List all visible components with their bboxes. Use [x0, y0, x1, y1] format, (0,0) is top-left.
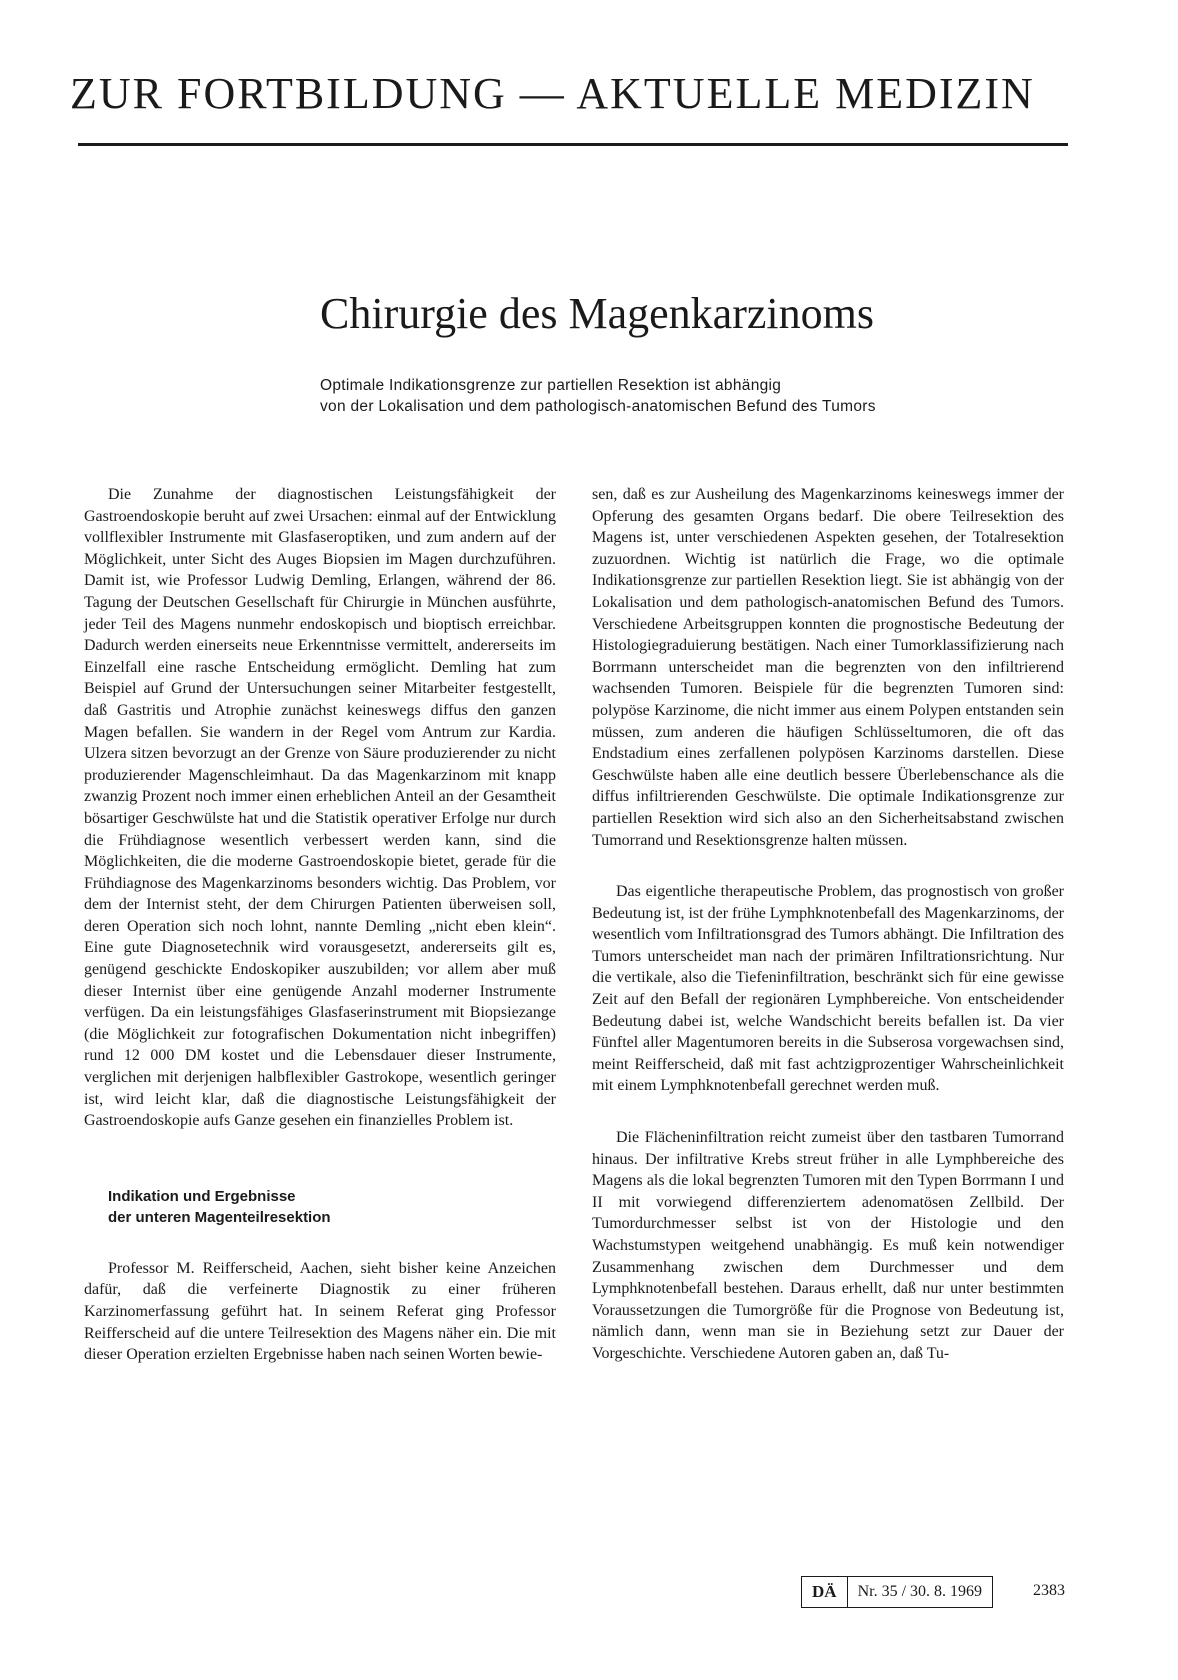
spacer	[84, 1132, 556, 1186]
article-title: Chirurgie des Magenkarzinoms	[320, 289, 874, 338]
section-header: ZUR FORTBILDUNG — AKTUELLE MEDIZIN	[70, 69, 1035, 118]
subheading-line-1: Indikation und Ergebnisse	[108, 1187, 296, 1205]
journal-logo: DÄ	[802, 1577, 848, 1607]
spacer	[84, 1228, 556, 1258]
subheading	[108, 1186, 556, 1228]
spacer	[592, 1097, 1064, 1127]
subheading-line-2: der unteren Magenteilresektion	[108, 1208, 331, 1226]
paragraph: sen, daß es zur Ausheilung des Magenkarzinoms keineswegs immer der Opferung des gesamten Organs bedarf. Die obere Teilresektion des Magens ist, unter verschiedenen Aspekten gesehen, der Totalresektion zuzuordnen. Wichtig ist natürlich die Frage, wo die optimale Indikationsgrenze zur partiellen Resektion liegt. Sie ist abhängig von der Lokalisation und dem pathologisch-anatomischen Befund des Tumors. Verschiedene Arbeitsgruppen konnten die prognostische Bedeutung der Histologiegraduierung bestätigen. Nach einer Tumorklassifizierung nach Borrmann unterscheidet man die begrenzten von den infiltrierend wachsenden Tumoren. Beispiele für die begrenzten Tumoren sind: polypöse Karzinome, die nicht immer aus einem Polypen entstanden sein müssen, zum anderen die häufigen Schlüsseltumoren, die oft das Endstadium eines zerfallenen polypösen Karzinoms darstellen. Diese Geschwülste haben alle eine deutlich bessere Überlebenschance als die diffus infiltrierenden Geschwülste. Die optimale Indikationsgrenze zur partiellen Resektion wird sich also an den Sicherheitsabstand zwischen Tumorrand und Resektionsgrenze halten müssen.	[592, 486, 1064, 849]
article-subtitle	[320, 375, 1020, 417]
right-column	[592, 484, 1064, 1365]
paragraph: Das eigentliche therapeutische Problem, das prognostisch von großer Bedeutung ist, ist der frühe Lymphknotenbefall des Magenkarzinoms, der wesentlich vom Infiltrationsgrad des Tumors abhängt. Die Infiltration des Tumors unterscheidet man nach der primären Infiltrationsrichtung. Nur die vertikale, also die Tiefeninfiltration, beschränkt sich für eine gewisse Zeit auf den Befall der regionären Lymphbereiche. Von entscheidender Bedeutung dabei ist, welche Wandschicht bereits befallen ist. Da vier Fünftel aller Magentumoren bereits in die Subserosa vorgewachsen sind, meint Reifferscheid, daß mit fast achtzigprozentiger Wahrscheinlichkeit mit einem Lymphknotenbefall gerechnet werden muß.	[592, 883, 1064, 1095]
subtitle-line-1: Optimale Indikationsgrenze zur partiellen Resektion ist abhängig	[320, 377, 782, 394]
footer-journal-box	[801, 1576, 993, 1608]
page-number: 2383	[1033, 1582, 1065, 1599]
left-column	[84, 484, 556, 1366]
issue-info: Nr. 35 / 30. 8. 1969	[857, 1583, 983, 1600]
subtitle-line-2: von der Lokalisation und dem pathologisch-anatomischen Befund des Tumors	[320, 398, 876, 415]
paragraph: Professor M. Reifferscheid, Aachen, sieht bisher keine Anzeichen dafür, daß die verfeinerte Diagnostik zu einer früheren Karzinomerfassung geführt hat. In seinem Referat ging Professor Reifferscheid auf die untere Teilresektion des Magens näher ein. Die mit dieser Operation erzielten Ergebnisse haben nach seinen Worten bewie-	[84, 1259, 556, 1364]
paragraph: Die Zunahme der diagnostischen Leistungsfähigkeit der Gastroendoskopie beruht auf zwei Ursachen: einmal auf der Entwicklung vollflexibler Instrumente mit Glasfaseroptiken, und zum andern auf der Möglichkeit, unter Sicht des Auges Biopsien im Magen durchzuführen. Damit ist, wie Professor Ludwig Demling, Erlangen, während der 86. Tagung der Deutschen Gesellschaft für Chirurgie in München ausführte, jeder Teil des Magens nunmehr endoskopisch und bioptisch erreichbar. Dadurch werden einerseits neue Erkenntnisse vermittelt, andererseits im Einzelfall eine rasche Entscheidung ermöglicht. Demling hat zum Beispiel auf Grund der Untersuchungen seiner Mitarbeiter festgestellt, daß Gastritis und Atrophie zunächst keineswegs diffus den ganzen Magen befallen. Sie wandern in der Regel vom Antrum zur Kardia. Ulzera sitzen bevorzugt an der Grenze von Säure produzierender zu nicht produzierender Magenschleimhaut. Da das Magenkarzinom mit knapp zwanzig Prozent noch immer einen erheblichen Anteil an der Gesamtheit bösartiger Geschwülste hat und die Statistik operativer Erfolge nur durch die Frühdiagnose wesentlich verbessert werden kann, sind die Möglichkeiten, die die moderne Gastroendoskopie bietet, gerade für die Frühdiagnose des Magenkarzinoms besonders wichtig. Das Problem, vor dem der Internist steht, der dem Chirurgen Patienten überweisen soll, deren Operation sich noch lohnt, nannte Demling „nicht eben klein“. Eine gute Diagnosetechnik wird vorausgesetzt, andererseits gilt es, genügend geschickte Endoskopiker auszubilden; vor allem aber muß dieser Internist über eine genügende Anzahl moderner Instrumente verfügen. Da ein leistungsfähiges Glasfaserinstrument mit Biopsiezange (die Möglichkeit zur fotografischen Dokumentation nicht inbegriffen) rund 12 000 DM kostet und die Lebensdauer dieser Instrumente, verglichen mit derjenigen halbflexibler Gastrokope, wesentlich geringer ist, wird leicht klar, daß die diagnostische Leistungsfähigkeit der Gastroendoskopie aufs Ganze gesehen ein finanzielles Problem ist.	[84, 486, 556, 1130]
paragraph: Die Flächeninfiltration reicht zumeist über den tastbaren Tumorrand hinaus. Der infiltrative Krebs streut früher in alle Lymphbereiche des Magens als die lokal begrenzten Tumoren mit den Typen Borrmann I und II mit vorwiegend differenziertem adenomatösen Zellbild. Der Tumordurchmesser selbst ist von der Histologie und den Wachstumstypen weitgehend unabhängig. Es muß kein notwendiger Zusammenhang zwischen dem Durchmesser und dem Lymphknotenbefall bestehen. Daraus erhellt, daß nur unter bestimmten Voraussetzungen die Tumorgröße für die Prognose von Bedeutung ist, nämlich dann, wenn man sie in Beziehung setzt zur Dauer der Vorgeschichte. Verschiedene Autoren gaben an, daß Tu-	[592, 1129, 1064, 1362]
spacer	[592, 851, 1064, 881]
section-rule	[78, 143, 1068, 146]
